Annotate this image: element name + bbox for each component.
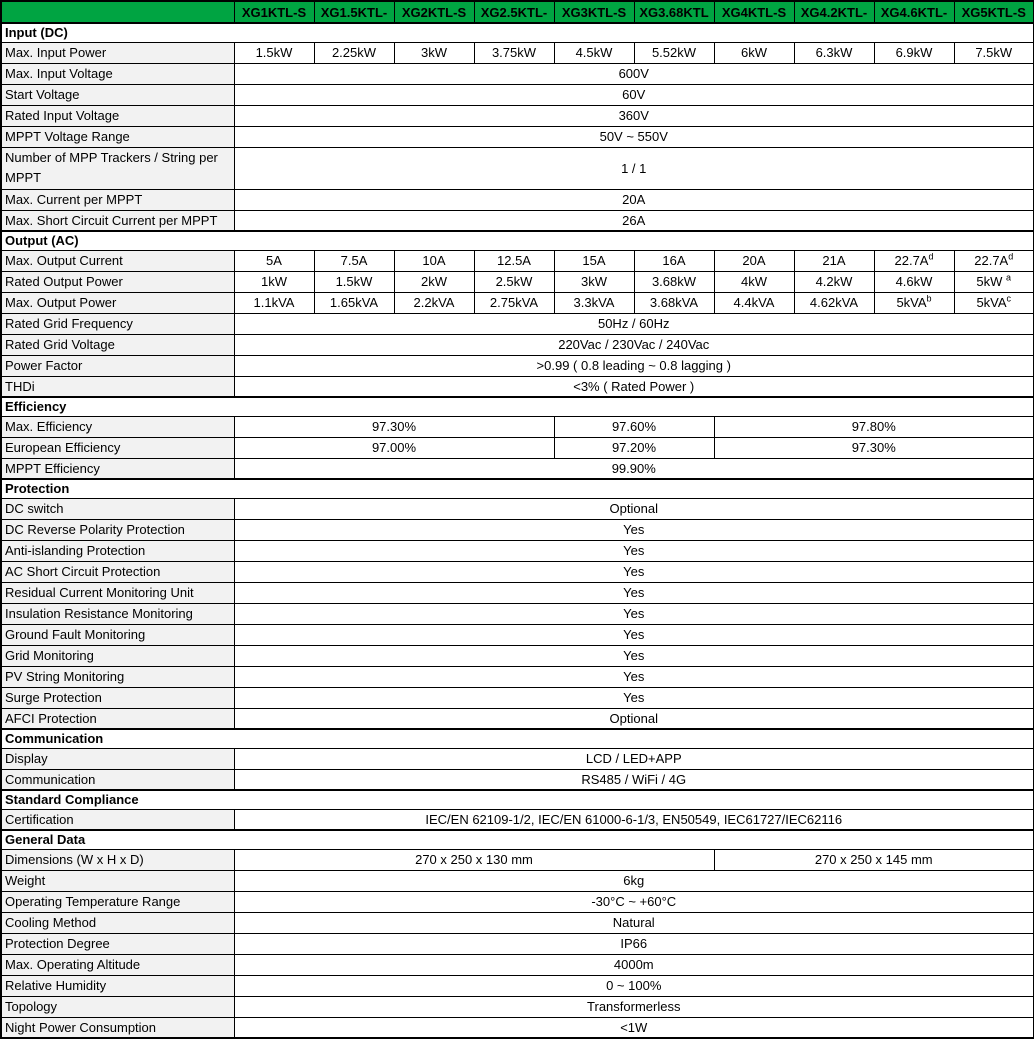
model-header-cell: XG4.6KTL- xyxy=(874,1,954,23)
row-label-cell: PV String Monitoring xyxy=(1,666,234,687)
value-cell: Yes xyxy=(234,582,1034,603)
row-label-cell: AC Short Circuit Protection xyxy=(1,561,234,582)
spec-row xyxy=(1,189,1034,210)
value-cell: 26A xyxy=(234,210,1034,231)
value-cell: 2.2kVA xyxy=(394,292,474,313)
row-label-cell: Grid Monitoring xyxy=(1,645,234,666)
footnote-superscript: b xyxy=(926,293,932,304)
row-label-cell: Max. Short Circuit Current per MPPT xyxy=(1,210,234,231)
value-cell: <3% ( Rated Power ) xyxy=(234,376,1034,397)
spec-row xyxy=(1,498,1034,519)
value-cell: IP66 xyxy=(234,933,1034,954)
value-cell: <1W xyxy=(234,1017,1034,1038)
value-cell: 6.3kW xyxy=(794,42,874,63)
spec-row xyxy=(1,748,1034,769)
spec-row xyxy=(1,603,1034,624)
value-cell: 7.5A xyxy=(314,250,394,271)
section-title: Efficiency xyxy=(1,397,1034,416)
value-cell: 97.00% xyxy=(234,437,554,458)
value-cell: 1.5kW xyxy=(314,271,394,292)
spec-row xyxy=(1,954,1034,975)
value-cell: 4.4kVA xyxy=(714,292,794,313)
value-cell: IEC/EN 62109-1/2, IEC/EN 61000-6-1/3, EN50549, IEC61727/IEC62116 xyxy=(234,809,1034,830)
row-label-cell: Display xyxy=(1,748,234,769)
value-cell: 15A xyxy=(554,250,634,271)
value-cell: Transformerless xyxy=(234,996,1034,1017)
row-label-cell: Operating Temperature Range xyxy=(1,891,234,912)
value-cell: Yes xyxy=(234,603,1034,624)
row-label-cell: Protection Degree xyxy=(1,933,234,954)
section-title-row xyxy=(1,231,1034,250)
value-cell: Yes xyxy=(234,666,1034,687)
model-header-row xyxy=(1,1,1034,23)
value-cell xyxy=(954,292,1034,313)
value-cell: 60V xyxy=(234,84,1034,105)
value-cell: 220Vac / 230Vac / 240Vac xyxy=(234,334,1034,355)
model-header-cell: XG2.5KTL- xyxy=(474,1,554,23)
model-header-cell: XG4KTL-S xyxy=(714,1,794,23)
spec-row xyxy=(1,540,1034,561)
row-label-cell: DC Reverse Polarity Protection xyxy=(1,519,234,540)
value-cell: 1kW xyxy=(234,271,314,292)
model-header-cell: XG4.2KTL- xyxy=(794,1,874,23)
spec-row xyxy=(1,292,1034,313)
value-cell: 600V xyxy=(234,63,1034,84)
section-title-row xyxy=(1,729,1034,748)
spec-row xyxy=(1,458,1034,479)
value-cell: 97.80% xyxy=(714,416,1034,437)
value-cell: 1.5kW xyxy=(234,42,314,63)
spec-row xyxy=(1,210,1034,231)
row-label-cell: DC switch xyxy=(1,498,234,519)
section-title: Protection xyxy=(1,479,1034,498)
spec-row xyxy=(1,376,1034,397)
value-text: 22.7A xyxy=(974,253,1009,268)
spec-row xyxy=(1,147,1034,189)
row-label-cell: European Efficiency xyxy=(1,437,234,458)
value-cell: 360V xyxy=(234,105,1034,126)
value-cell: 3.68kVA xyxy=(634,292,714,313)
value-cell: 6kW xyxy=(714,42,794,63)
row-label-cell: Max. Efficiency xyxy=(1,416,234,437)
row-label-cell: MPPT Voltage Range xyxy=(1,126,234,147)
row-label-cell: Ground Fault Monitoring xyxy=(1,624,234,645)
value-cell: Optional xyxy=(234,708,1034,729)
row-label-cell: Rated Output Power xyxy=(1,271,234,292)
value-cell: 0 ~ 100% xyxy=(234,975,1034,996)
value-cell: LCD / LED+APP xyxy=(234,748,1034,769)
spec-row xyxy=(1,334,1034,355)
value-cell: 10A xyxy=(394,250,474,271)
row-label-cell: Certification xyxy=(1,809,234,830)
row-label-cell: Topology xyxy=(1,996,234,1017)
row-label-cell: Rated Input Voltage xyxy=(1,105,234,126)
value-cell: 97.30% xyxy=(234,416,554,437)
value-cell: 2.25kW xyxy=(314,42,394,63)
value-cell: 97.20% xyxy=(554,437,714,458)
model-header-cell: XG5KTL-S xyxy=(954,1,1034,23)
row-label-cell: Rated Grid Voltage xyxy=(1,334,234,355)
spec-row xyxy=(1,996,1034,1017)
value-cell: 5.52kW xyxy=(634,42,714,63)
value-cell: 12.5A xyxy=(474,250,554,271)
value-text: 5kW xyxy=(976,274,1007,289)
value-cell: >0.99 ( 0.8 leading ~ 0.8 lagging ) xyxy=(234,355,1034,376)
spec-row xyxy=(1,42,1034,63)
value-cell: 270 x 250 x 130 mm xyxy=(234,849,714,870)
value-cell: 97.60% xyxy=(554,416,714,437)
value-cell: 4000m xyxy=(234,954,1034,975)
row-label-cell: Communication xyxy=(1,769,234,790)
model-header-cell: XG1.5KTL- xyxy=(314,1,394,23)
value-cell: 4.6kW xyxy=(874,271,954,292)
value-cell: 2kW xyxy=(394,271,474,292)
value-cell: RS485 / WiFi / 4G xyxy=(234,769,1034,790)
model-header-cell: XG3KTL-S xyxy=(554,1,634,23)
spec-row xyxy=(1,84,1034,105)
value-text: 5kVA xyxy=(896,295,927,310)
value-cell: -30°C ~ +60°C xyxy=(234,891,1034,912)
value-cell: 3.68kW xyxy=(634,271,714,292)
value-cell: Natural xyxy=(234,912,1034,933)
spec-row xyxy=(1,271,1034,292)
value-cell: 20A xyxy=(714,250,794,271)
value-cell: 2.5kW xyxy=(474,271,554,292)
spec-row xyxy=(1,645,1034,666)
value-cell: Yes xyxy=(234,645,1034,666)
spec-row xyxy=(1,975,1034,996)
row-label-cell: Max. Operating Altitude xyxy=(1,954,234,975)
value-cell: 97.30% xyxy=(714,437,1034,458)
row-label-cell: Night Power Consumption xyxy=(1,1017,234,1038)
value-cell: 6.9kW xyxy=(874,42,954,63)
spec-row xyxy=(1,63,1034,84)
footnote-superscript: d xyxy=(928,251,934,262)
spec-row xyxy=(1,582,1034,603)
spec-row xyxy=(1,912,1034,933)
row-label-cell: Residual Current Monitoring Unit xyxy=(1,582,234,603)
spec-row xyxy=(1,126,1034,147)
row-label-cell: Relative Humidity xyxy=(1,975,234,996)
section-title-row xyxy=(1,790,1034,809)
spec-row xyxy=(1,561,1034,582)
spec-row xyxy=(1,250,1034,271)
row-label-cell: Weight xyxy=(1,870,234,891)
row-label-cell: Surge Protection xyxy=(1,687,234,708)
spec-row xyxy=(1,891,1034,912)
value-cell: 1.65kVA xyxy=(314,292,394,313)
row-label-cell: Number of MPP Trackers / String per MPPT xyxy=(1,147,234,189)
model-header-cell: XG1KTL-S xyxy=(234,1,314,23)
row-label-cell: Power Factor xyxy=(1,355,234,376)
row-label-cell: Max. Output Power xyxy=(1,292,234,313)
spec-row xyxy=(1,624,1034,645)
spec-row xyxy=(1,416,1034,437)
row-label-cell: Max. Current per MPPT xyxy=(1,189,234,210)
value-cell xyxy=(954,271,1034,292)
spec-row xyxy=(1,105,1034,126)
row-label-cell: Max. Input Power xyxy=(1,42,234,63)
value-cell: 4.2kW xyxy=(794,271,874,292)
section-title-row xyxy=(1,479,1034,498)
spec-row xyxy=(1,666,1034,687)
row-label-cell: Max. Input Voltage xyxy=(1,63,234,84)
value-cell: 3kW xyxy=(394,42,474,63)
section-title: Communication xyxy=(1,729,1034,748)
section-title-row xyxy=(1,397,1034,416)
value-cell xyxy=(874,250,954,271)
row-label-cell: Max. Output Current xyxy=(1,250,234,271)
spec-row xyxy=(1,708,1034,729)
value-cell: 3.3kVA xyxy=(554,292,634,313)
row-label-cell: THDi xyxy=(1,376,234,397)
value-cell: 16A xyxy=(634,250,714,271)
value-cell: Yes xyxy=(234,519,1034,540)
value-cell: 99.90% xyxy=(234,458,1034,479)
spec-row xyxy=(1,519,1034,540)
spec-row xyxy=(1,355,1034,376)
spec-table-body xyxy=(1,1,1034,1038)
value-cell: 2.75kVA xyxy=(474,292,554,313)
value-cell: Yes xyxy=(234,540,1034,561)
row-label-cell: Dimensions (W x H x D) xyxy=(1,849,234,870)
value-text: 5kVA xyxy=(976,295,1007,310)
value-cell: 4.5kW xyxy=(554,42,634,63)
row-label-cell: Rated Grid Frequency xyxy=(1,313,234,334)
section-title-row xyxy=(1,830,1034,849)
footnote-superscript: a xyxy=(1006,272,1012,283)
section-title: Standard Compliance xyxy=(1,790,1034,809)
value-cell: 270 x 250 x 145 mm xyxy=(714,849,1034,870)
value-cell: 1.1kVA xyxy=(234,292,314,313)
row-label-cell: Anti-islanding Protection xyxy=(1,540,234,561)
spec-row xyxy=(1,1017,1034,1038)
value-cell: 4kW xyxy=(714,271,794,292)
corner-cell xyxy=(1,1,234,23)
value-cell: Yes xyxy=(234,561,1034,582)
section-title-row xyxy=(1,23,1034,42)
footnote-superscript: c xyxy=(1006,293,1012,304)
value-cell: 6kg xyxy=(234,870,1034,891)
spec-row xyxy=(1,687,1034,708)
row-label-cell: Insulation Resistance Monitoring xyxy=(1,603,234,624)
model-header-cell: XG3.68KTL xyxy=(634,1,714,23)
spec-row xyxy=(1,313,1034,334)
value-cell: Yes xyxy=(234,624,1034,645)
value-cell: 20A xyxy=(234,189,1034,210)
value-cell: 21A xyxy=(794,250,874,271)
value-cell: 3.75kW xyxy=(474,42,554,63)
value-cell: 50Hz / 60Hz xyxy=(234,313,1034,334)
row-label-cell: AFCI Protection xyxy=(1,708,234,729)
value-cell xyxy=(954,250,1034,271)
spec-row xyxy=(1,870,1034,891)
model-header-cell: XG2KTL-S xyxy=(394,1,474,23)
value-cell: 5A xyxy=(234,250,314,271)
row-label-cell: Start Voltage xyxy=(1,84,234,105)
section-title: General Data xyxy=(1,830,1034,849)
value-cell: 7.5kW xyxy=(954,42,1034,63)
spec-row xyxy=(1,809,1034,830)
section-title: Output (AC) xyxy=(1,231,1034,250)
value-cell: Yes xyxy=(234,687,1034,708)
value-cell xyxy=(874,292,954,313)
value-cell: 50V ~ 550V xyxy=(234,126,1034,147)
value-cell: 3kW xyxy=(554,271,634,292)
value-text: 22.7A xyxy=(894,253,929,268)
value-cell: Optional xyxy=(234,498,1034,519)
row-label-cell: Cooling Method xyxy=(1,912,234,933)
spec-row xyxy=(1,849,1034,870)
spec-row xyxy=(1,769,1034,790)
value-cell: 4.62kVA xyxy=(794,292,874,313)
footnote-superscript: d xyxy=(1008,251,1014,262)
spec-row xyxy=(1,933,1034,954)
value-cell: 1 / 1 xyxy=(234,147,1034,189)
spec-row xyxy=(1,437,1034,458)
section-title: Input (DC) xyxy=(1,23,1034,42)
row-label-cell: MPPT Efficiency xyxy=(1,458,234,479)
